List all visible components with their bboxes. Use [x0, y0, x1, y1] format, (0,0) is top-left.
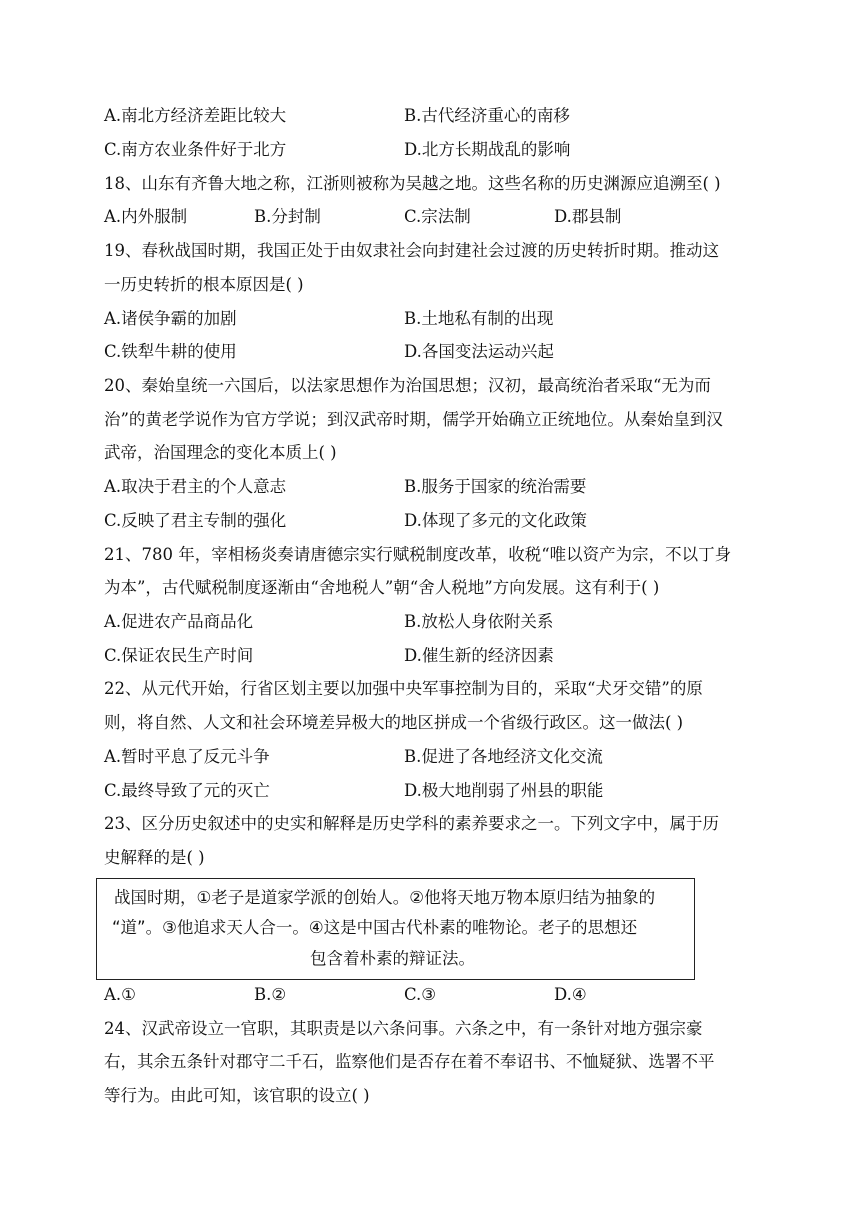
q18-option-a: A.内外服制 — [104, 207, 188, 226]
q19-option-b: B.土地私有制的出现 — [404, 309, 554, 328]
q21-option-b: B.放松人身依附关系 — [404, 612, 554, 631]
q24-stem-line2: 右，其余五条针对郡守二千石，监察他们是否存在着不奉诏书、不恤疑狱、选署不平 — [104, 1052, 715, 1071]
q21-option-d: D.催生新的经济因素 — [404, 646, 554, 665]
q23-option-a: A.① — [104, 985, 136, 1004]
q23-stem-line2: 史解释的是( ) — [104, 848, 205, 867]
q21-option-a: A.促进农产品商品化 — [104, 612, 254, 631]
q23-box-line3: 包含着朴素的辩证法。 — [310, 949, 475, 968]
q20-stem-line3: 武帝，治国理念的变化本质上( ) — [104, 443, 337, 462]
q21-option-c: C.保证农民生产时间 — [104, 646, 254, 665]
q17-option-a: A.南北方经济差距比较大 — [104, 106, 287, 125]
q22-option-b: B.促进了各地经济文化交流 — [404, 747, 603, 766]
q23-box-line1: 战国时期，①老子是道家学派的创始人。②他将天地万物本原归结为抽象的 — [114, 888, 656, 907]
q21-stem-line2: 为本”，古代赋税制度逐渐由“舍地税人”朝“舍人税地”方向发展。这有利于( ) — [104, 578, 660, 597]
q23-option-b: B.② — [254, 985, 287, 1004]
q23-option-c: C.③ — [404, 985, 437, 1004]
q21-stem-line1: 21、780 年，宰相杨炎奏请唐德宗实行赋税制度改革，收税“唯以资产为宗，不以丁身 — [104, 545, 732, 564]
q19-option-a: A.诸侯争霸的加剧 — [104, 309, 237, 328]
q23-stem-line1: 23、区分历史叙述中的史实和解释是历史学科的素养要求之一。下列文字中，属于历 — [104, 814, 719, 833]
q20-stem-line1: 20、秦始皇统一六国后，以法家思想作为治国思想；汉初，最高统治者采取“无为而 — [104, 376, 711, 395]
q19-stem-line2: 一历史转折的根本原因是( ) — [104, 275, 304, 294]
q22-option-d: D.极大地削弱了州县的职能 — [404, 781, 604, 800]
q17-option-d: D.北方长期战乱的影响 — [404, 140, 571, 159]
q18-option-b: B.分封制 — [254, 207, 321, 226]
q19-option-c: C.铁犁牛耕的使用 — [104, 342, 237, 361]
q24-stem-line3: 等行为。由此可知，该官职的设立( ) — [104, 1086, 370, 1105]
q17-option-c: C.南方农业条件好于北方 — [104, 140, 287, 159]
q18-stem: 18、山东有齐鲁大地之称，江浙则被称为吴越之地。这些名称的历史渊源应追溯至( ) — [104, 174, 721, 193]
q19-stem-line1: 19、春秋战国时期，我国正处于由奴隶社会向封建社会过渡的历史转折时期。推动这 — [104, 241, 719, 260]
q20-option-d: D.体现了多元的文化政策 — [404, 511, 587, 530]
q20-option-c: C.反映了君主专制的强化 — [104, 511, 287, 530]
q23-option-d: D.④ — [554, 985, 587, 1004]
q22-stem-line2: 则，将自然、人文和社会环境差异极大的地区拼成一个省级行政区。这一做法( ) — [104, 713, 684, 732]
q22-stem-line1: 22、从元代开始，行省区划主要以加强中央军事控制为目的，采取“犬牙交错”的原 — [104, 679, 703, 698]
q18-option-c: C.宗法制 — [404, 207, 471, 226]
q20-option-a: A.取决于君主的个人意志 — [104, 477, 287, 496]
q19-option-d: D.各国变法运动兴起 — [404, 342, 554, 361]
q22-option-c: C.最终导致了元的灭亡 — [104, 781, 270, 800]
q17-option-b: B.古代经济重心的南移 — [404, 106, 570, 125]
q20-stem-line2: 治”的黄老学说作为官方学说；到汉武帝时期，儒学开始确立正统地位。从秦始皇到汉 — [104, 410, 723, 429]
q20-option-b: B.服务于国家的统治需要 — [404, 477, 587, 496]
q24-stem-line1: 24、汉武帝设立一官职，其职责是以六条问事。六条之中，有一条针对地方强宗豪 — [104, 1019, 703, 1038]
q18-option-d: D.郡县制 — [554, 207, 622, 226]
q23-box-line2: “道”。③他追求天人合一。④这是中国古代朴素的唯物论。老子的思想还 — [112, 918, 638, 937]
q22-option-a: A.暂时平息了反元斗争 — [104, 747, 270, 766]
